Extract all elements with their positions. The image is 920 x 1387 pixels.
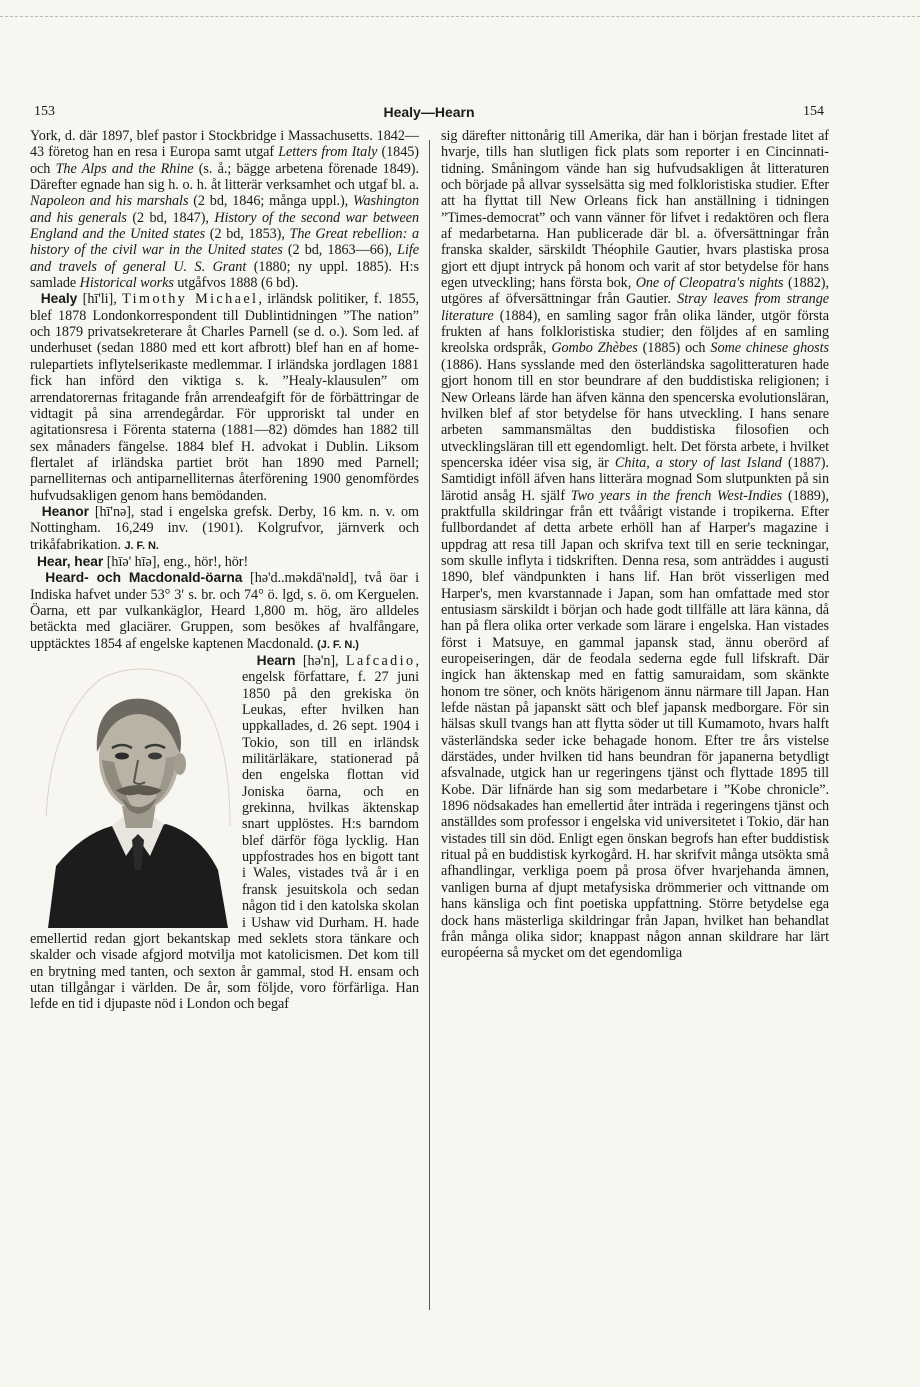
entry-hear: Hear, hear [hīə' hīə], eng., hör!, hör! [37, 553, 249, 570]
right-column [441, 128, 829, 1310]
left-column [30, 128, 419, 1310]
portrait-image [42, 656, 234, 928]
page-number-right: 154 [803, 104, 824, 119]
running-title: Healy—Hearn [383, 104, 475, 120]
entry-hearn-continued: sig därefter nittonårig till Amerika, där han i början frestade litet af hvarje, tills han slutligen fick plats som reporter i en Cincinnati-tidning. Småningom vände han sig hufvudsakligen åt litteraturen och började på allvar sysselsätta sig med folkloristiska studier. Efter att ha flyttat till New Orleans fick han anställning i tidningen ”Times-democrat” och vann vänner för lifvet i redaktören och flera af medarbetarna. Han publicerade där bl. a. öfversättningar från franska skalder, särskildt Théophile Gautier, hvars plastiska prosa gjort ett djupt intryck på honom och varit af stor betydelse för hans egen utveckling; hans första bok, One of Cleopatra's nights (1882), utgöres af öfversättningar från Gautier. Stray leaves from strange literature (1884), en samling sagor från olika länder, utgör första frukten af hans folkloristiska studier; den följdes af en samling kreolska ordspråk, Gombo Zhèbes (1885) och Some chinese ghosts (1886). Hans sysslande med den österländska sagolitteraturen hade gjort honom till en stor beundrare af den buddistiska religionen; i New Orleans lärde han äfven känna den spencerska evolutionsläran, hvilken blef af stor betydelse för hans utveckling. I hans senare arbeten sammansmältas den buddistiska filosofien och utvecklingsläran till ett egendomligt. helt. Det första arbete, i hvilket spencerska idéer visa sig, är Chita, a story of last Island (1887). Samtidigt inföll äfven hans litterära mognad Som slutpunkten på sin lärotid ansåg H. själf Two years in the french West-Indies (1889), praktfulla skildringar från ett tvåårigt vistande i tropikerna. Efter fullbordandet af detta arbete erhöll han af Harper's magazine i uppdrag att resa till Japan och skrifva text till en serie teckningar, som skulle inflyta i tidskriften. Denna resa, som anträddes i augusti 1890, blef vändpunkten i hans lif. Han bröt visserligen med Harper's, men kvarstannade i Japan, som han omfattade med stor entusiasm särskildt i början och hade godt tillfälle att lära känna, då han på flera olika orter verkade som lärare i engelska. Han vistades först i Matsuye, en gammal japansk stad, ännu oberörd af europeiseringen, där de feodala sederna egde full lifskraft. Där ingick han äktenskap med en fattig samuraidam, som skänkte honom tre söner, och knöts härigenom ännu närmare till Japan. Han lefde nästan på japanskt sätt och blef japansk medborgare. För sin hälsas skull tvangs han att flytta söder ut till Kumamoto, hvars halft västerländska seder icke behagade honom. Efter tre års vistelse därstädes, under hvilken tid hans beundran för japanerna betydligt afsvalnade, utgick han ur regeringens tjänst och flyttade 1895 till Kobe. Där lifnärde han sig som medarbetare i ”Kobe chronicle”. 1896 nödsakades han emellertid åter inträda i regeringens tjänst och anställdes som professor i engelska vid universitetet i Tokio, där han vistades till sin död. Enligt egen önskan begrofs han efter buddistisk ritual på en buddistisk kyrkogård. H. har skrifvit många utsökta små afhandlingar, verkliga poem på prosa öfver hvarjehanda ämnen, vanligen burna af djupt metafysiska drömmerier och vittnande om hans känsliga och fint poetiska uppfattning. Större betydelse ega dock hans mästerliga skildringar från Japan, hvilket han behandlat från många olika sidor; knappast någon annan skildrare har lärt européerna så mycket om det egendomliga [441, 128, 829, 962]
author-signature: J. F. N. [124, 539, 159, 552]
page-header [34, 104, 824, 128]
page-top-edge-rule [0, 16, 920, 17]
headword-heard: Heard- och Macdonald-öarna [45, 570, 243, 586]
page-number-left: 153 [34, 104, 55, 119]
entry-continuation: York, d. där 1897, blef pastor i Stockbridge i Massachusetts. 1842—43 företog han en resa i Europa samt utgaf Letters from Italy (1845) och The Alps and the Rhine (s. å.; bägge arbetena förenade 1849). Därefter egnade han sig h. o. h. åt litterär verksamhet och utgaf bl. a. Napoleon and his marshals (2 bd, 1846; många uppl.), Washington and his generals (2 bd, 1847), History of the second war between England and the United states (2 bd, 1853), The Great rebellion: a history of the civil war in the United states (2 bd, 1863—66), Life and travels of general U. S. Grant (1880; ny uppl. 1885). H:s samlade Historical works utgåfvos 1888 (6 bd). [30, 128, 419, 292]
headword-heanor: Heanor [41, 503, 89, 519]
entry-heanor: Heanor [hī'nə], stad i engelska grefsk. Derby, 16 km. n. v. om Nottingham. 16,249 inv. (1901). Kolgrufvor, järnverk och trikåfabrikation. J. F. N. [30, 503, 419, 553]
person-name-hearn: Lafcadio [345, 653, 416, 669]
headword-hearn: Hearn [256, 653, 296, 668]
headword-hear: Hear, hear [37, 553, 104, 569]
person-name-healy: Timothy Michael [122, 291, 259, 308]
headword-healy: Healy [40, 291, 78, 307]
author-signature: (J. F. N.) [317, 638, 359, 651]
entry-healy: Healy [hī'li], Timothy Michael, irländsk politiker, f. 1855, blef 1878 Londonkorrespondent till Dublintidningen ”The nation” och 1879 privatsekreterare åt Charles Parnell (se d. o.). Som led. af underhuset (sedan 1880 med ett kort afbrott) blef han en af home-rulepartiets inflytelserikaste medlemmar. I irländska jordlagen 1881 fick han införd den viktiga s. k. ”Healy-klausulen” om arrendatorernas fritagande från arrendeafgift för de förbättringar de vidtagit på sina arrendegårdar. För upproriskt tal under en agitationsresa i Förenta staterna (1881—82) dömdes han 1882 till sex månaders fängelse. 1884 blef H. advokat i Dublin. Liksom flertalet af irländska partiet bröt han 1890 med Parnell; parnelliternas och antiparnelliternas återförening 1900 genomfördes hufvudsakligen genom hans bemödanden. [30, 291, 419, 504]
column-divider [429, 140, 430, 1310]
entry-hearn: Hearn [hə'n], Lafcadio , engelsk författare, f. 27 juni 1850 på den grekiska ön Leukas, efter hvilken han uppkallades, d. 26 sept. 1904 i Tokio, son till en irländsk militärläkare, stationerad på den engelska flottan vid Joniska öarna, och en grekinna, hvilkas äktenskap snart upplöstes. H:s barndom blef därför föga lycklig. Han uppfostrades hos en bigott tant i Wales, vistades två år i en fransk jesuitskola och sedan någon tid i den katolska skolan i Ushaw vid Durham. H. hade emellertid redan gjort bekantskap med seklets stora tänkare och skalder och visade afgjord motvilja mot katolicismen. Det kom till en brytning med tanten, och sexton år gammal, stod H. ensam och utan tillgångar i världen. De år, som följde, voro förfärliga. Han lefde en tid i djupaste nöd i London och begaf [30, 653, 419, 1013]
entry-heard: Heard- och Macdonald-öarna [hə'd..məkdā'nəld], två öar i Indiska hafvet under 53° 3′ s. br. och 74° ö. lgd, s. ö. om Kerguelen. Öarna, ett par vulkankäglor, Heard 1,800 m. hög, äro alldeles betäckta med glaciärer. Gruppen, som besökes af hvalfångare, upptäcktes 1854 af engelske kaptenen Macdonald. (J. F. N.) [30, 570, 419, 652]
